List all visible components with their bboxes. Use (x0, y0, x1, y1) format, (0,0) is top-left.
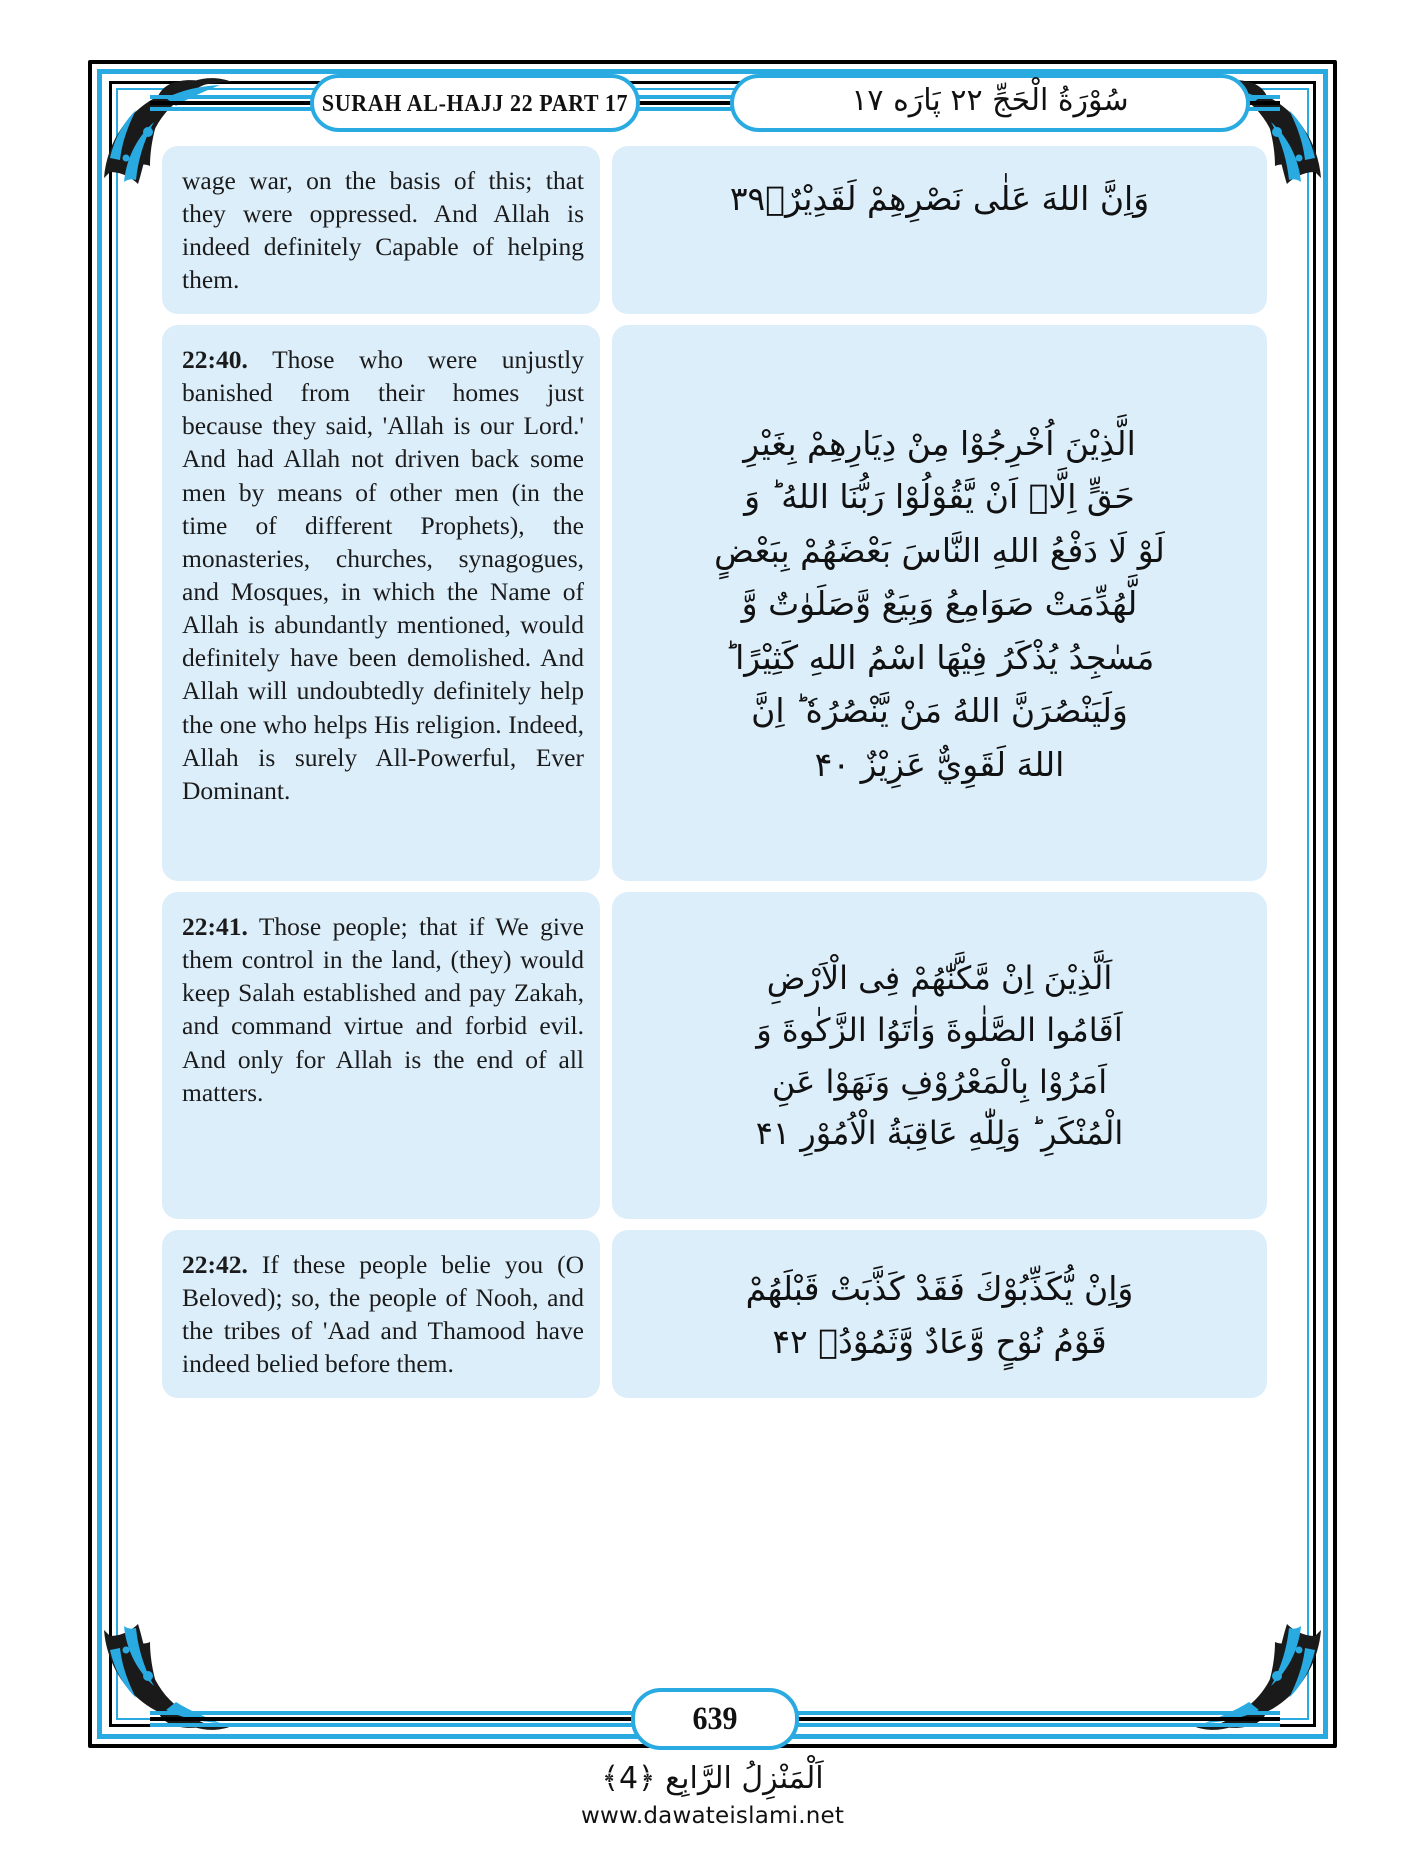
translation-cell (162, 146, 600, 314)
surah-title-english: SURAH AL-HAJJ 22 PART 17 (321, 88, 629, 117)
header-surah-title-ar-pill (730, 74, 1250, 132)
verse-grid (162, 146, 1267, 1424)
arabic-line: مَسٰجِدُ يُذْكَرُ فِيْهَا اسْمُ اللهِ كَثِيْرًا ؕ (724, 637, 1155, 677)
translation-cell (162, 1230, 600, 1398)
translation-text (182, 164, 584, 297)
arabic-cell (612, 892, 1267, 1219)
arabic-line: الَّذِيْنَ اُخْرِجُوْا مِنْ دِيَارِهِمْ بِغَيْرِ (743, 423, 1136, 463)
arabic-line: وَلَيَنْصُرَنَّ اللهُ مَنْ يَّنْصُرُهٗ ؕ اِنَّ (751, 691, 1128, 731)
verse-row (162, 146, 1267, 314)
website-url[interactable]: www.dawateislami.net (580, 1802, 845, 1829)
arabic-line: اللهَ لَقَوِيٌّ عَزِيْزٌ ۴۰ (814, 744, 1065, 784)
verse-row (162, 325, 1267, 881)
arabic-line: اَلَّذِيْنَ اِنْ مَّكَّنّٰهُمْ فِى الْاَرْضِ (766, 958, 1113, 997)
page-header (150, 72, 1280, 134)
arabic-cell (612, 146, 1267, 314)
manzil-label: اَلْمَنْزِلُ الرَّابِع ﴿4﴾ (601, 1761, 824, 1796)
arabic-line: اَمَرُوْا بِالْمَعْرُوْفِ وَنَهَوْا عَنِ (771, 1062, 1108, 1101)
translation-cell (162, 892, 600, 1219)
translation-text (182, 910, 584, 1109)
arabic-line: اَقَامُوا الصَّلٰوةَ وَاٰتَوُا الزَّكٰوةَ وَ (756, 1010, 1123, 1049)
translation-text (182, 1248, 584, 1381)
arabic-line: وَاِنْ يُّكَذِّبُوْكَ فَقَدْ كَذَّبَتْ قَبْلَهُمْ (745, 1268, 1134, 1308)
arabic-cell (612, 325, 1267, 881)
arabic-line: قَوْمُ نُوْحٍ وَّعَادٌ وَّثَمُوْدُۙ ۴۲ (772, 1322, 1107, 1361)
verse-row (162, 1230, 1267, 1398)
verse-number: 22:40. (182, 345, 248, 374)
header-surah-title-en-pill (310, 74, 640, 132)
arabic-line: الْمُنْكَرِ ؕ وَلِلّٰهِ عَاقِبَةُ الْاُمُوْرِ ۴۱ (755, 1114, 1124, 1153)
arabic-line: حَقٍّ اِلَّاۤ اَنْ يَّقُوْلُوْا رَبُّنَا اللهُ ؕ وَ (744, 477, 1135, 517)
page-footer (150, 1690, 1280, 1748)
translation-body: Those people; that if We give them control in the land, (they) would keep Salah established and pay Zakah, and command virtue and forbid evil. And only for Allah is the end of all matters. (182, 912, 584, 1107)
translation-body: If these people belie you (O Beloved); so, the people of Nooh, and the tribes of 'Aad and Thamood have indeed belied before them. (182, 1250, 585, 1379)
page-number: 639 (692, 1700, 738, 1737)
arabic-cell (612, 1230, 1267, 1398)
surah-title-arabic: سُوْرَةُ الْحَجِّ ٢٢ پَارَه ١٧ (851, 83, 1129, 118)
arabic-line: لَوْ لَا دَفْعُ اللهِ النَّاسَ بَعْضَهُمْ بِبَعْضٍ (714, 530, 1165, 570)
verse-number: 22:41. (182, 912, 248, 941)
arabic-line: وَاِنَّ اللهَ عَلٰى نَصْرِهِمْ لَقَدِيْرٌۙ۳۹ (729, 179, 1150, 218)
page-number-pill (631, 1688, 799, 1750)
translation-body: wage war, on the basis of this; that they were oppressed. And Allah is indeed definitely Capable of helping them. (182, 166, 584, 295)
bottom-footer (0, 1762, 1425, 1829)
translation-text (182, 343, 584, 807)
translation-cell (162, 325, 600, 881)
verse-row (162, 892, 1267, 1219)
translation-body: Those who were unjustly banished from their homes just because they said, 'Allah is our Lord.' And had Allah not driven back some men by means of other men (in the time of different Prophets), the monasteries, churches, synagogues, and Mosques, in which the Name of Allah is abundantly mentioned, would definitely have been demolished. And Allah will undoubtedly definitely help the one who helps His religion. Indeed, Allah is surely All-Powerful, Ever Dominant. (182, 345, 584, 805)
verse-number: 22:42. (182, 1250, 248, 1279)
arabic-line: لَّهُدِّمَتْ صَوَامِعُ وَبِيَعٌ وَّصَلَوٰتٌ وَّ (741, 584, 1138, 624)
